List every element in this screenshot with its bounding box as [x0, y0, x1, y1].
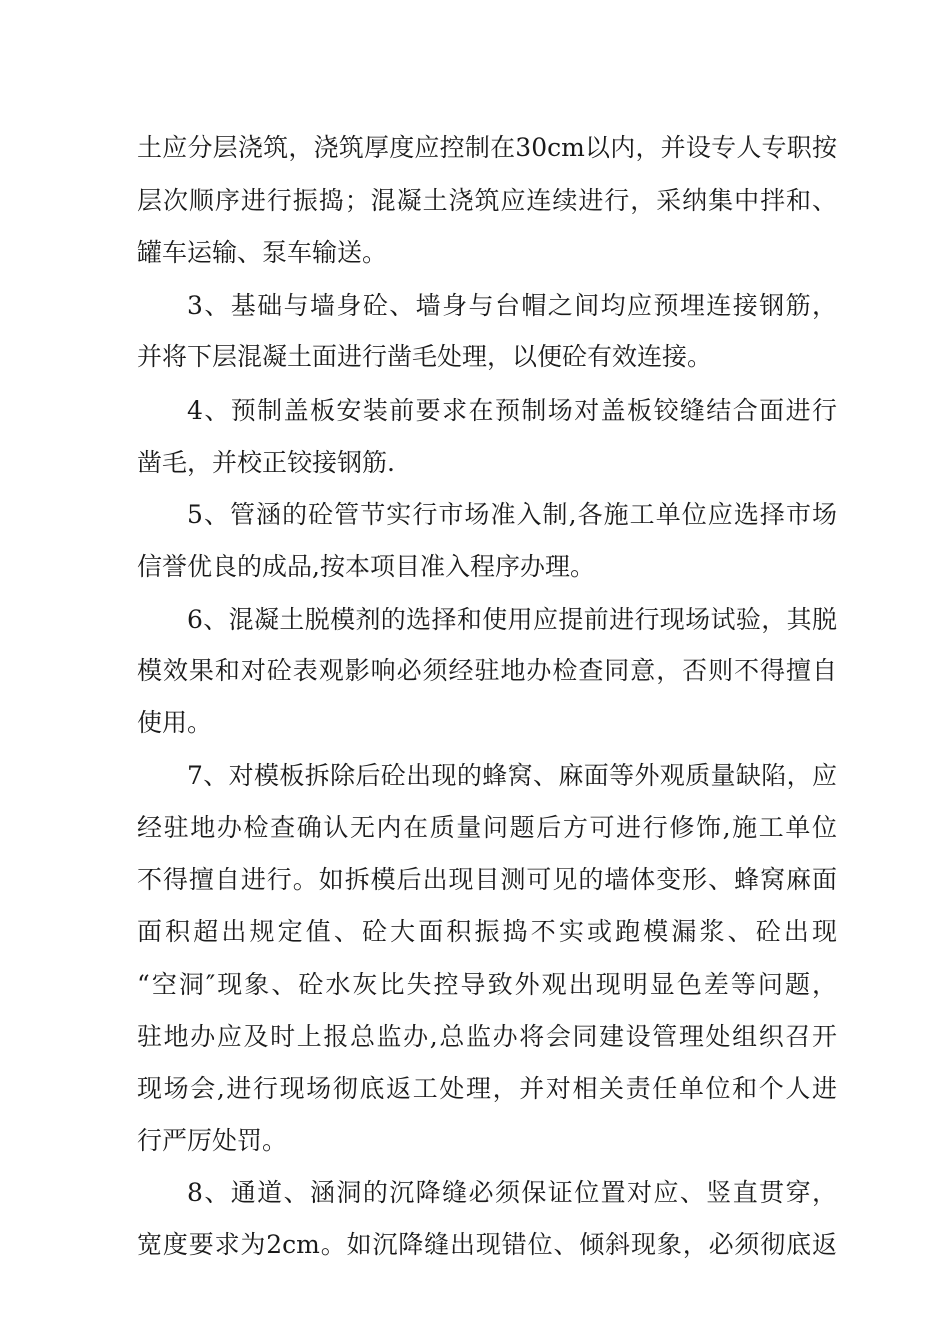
text-line: 宽度要求为2cm。如沉降缝出现错位、倾斜现象，必须彻底返 — [137, 1230, 837, 1259]
paragraph-8-first-line: 8、通道、涵洞的沉降缝必须保证位置对应、竖直贯穿， — [187, 1178, 837, 1207]
text-line: 经驻地办检查确认无内在质量问题后方可进行修饰,施工单位 — [137, 813, 837, 842]
paragraph-3-first-line: 3、基础与墙身砼、墙身与台帽之间均应预埋连接钢筋， — [187, 291, 837, 320]
text-line: 层次顺序进行振捣；混凝土浇筑应连续进行，采纳集中拌和、 — [137, 186, 837, 215]
text-line: 驻地办应及时上报总监办,总监办将会同建设管理处组织召开 — [137, 1022, 837, 1051]
text-line: 信誉优良的成品,按本项目准入程序办理。 — [137, 552, 595, 581]
text-line: 使用。 — [137, 708, 213, 737]
paragraph-7-first-line: 7、对模板拆除后砼出现的蜂窝、麻面等外观质量缺陷，应 — [187, 761, 837, 790]
paragraph-5-first-line: 5、管涵的砼管节实行市场准入制,各施工单位应选择市场 — [187, 500, 837, 529]
text-line: 土应分层浇筑，浇筑厚度应控制在30cm以内，并设专人专职按 — [137, 133, 837, 162]
text-line: 行严厉处罚。 — [137, 1126, 288, 1155]
text-line: 现场会,进行现场彻底返工处理，并对相关责任单位和个人进 — [137, 1074, 837, 1103]
text-line: 面积超出规定值、砼大面积振捣不实或跑模漏浆、砼出现 — [137, 917, 837, 946]
text-line: “空洞″现象、砼水灰比失控导致外观出现明显色差等问题， — [137, 970, 837, 999]
paragraph-4-first-line: 4、预制盖板安装前要求在预制场对盖板铰缝结合面进行 — [187, 396, 837, 425]
text-line: 不得擅自进行。如拆模后出现目测可见的墙体变形、蜂窝麻面 — [137, 865, 837, 894]
text-line: 凿毛，并校正铰接钢筋. — [137, 448, 395, 477]
paragraph-6-first-line: 6、混凝土脱模剂的选择和使用应提前进行现场试验，其脱 — [187, 605, 837, 634]
text-line: 模效果和对砼表观影响必须经驻地办检查同意，否则不得擅自 — [137, 656, 837, 685]
text-line: 罐车运输、泵车输送。 — [137, 238, 388, 267]
text-line: 并将下层混凝土面进行凿毛处理，以便砼有效连接。 — [137, 342, 713, 371]
